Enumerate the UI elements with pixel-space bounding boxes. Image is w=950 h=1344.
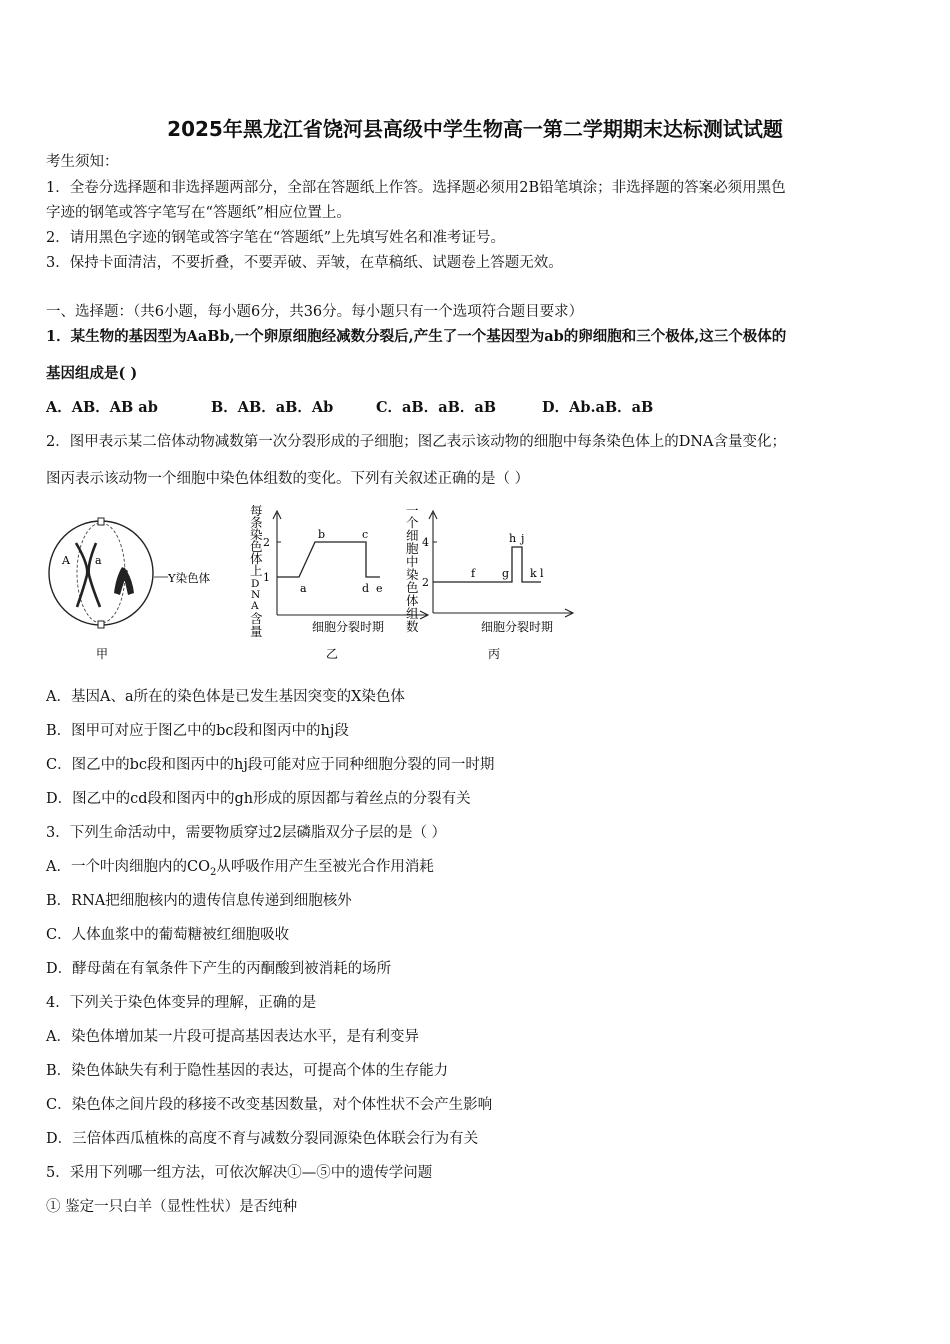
- bing-ylabel-6: 色: [406, 580, 419, 595]
- q3-option-a-subscript: 2: [209, 866, 217, 878]
- notice-item-1-line-1: 1．全卷分选择题和非选择题两部分，全部在答题纸上作答。选择题必须用2B铅笔填涂；非选择题的答案必须用黑色: [46, 180, 786, 196]
- bing-point-j: j: [521, 532, 525, 545]
- x-chromosome-arm-2: [89, 543, 100, 607]
- q2-stem-line-1: 2．图甲表示某二倍体动物减数第一次分裂形成的子细胞；图乙表示该动物的细胞中每条染色体上的DNA含量变化；: [46, 434, 787, 450]
- bing-ylabel-1: 个: [406, 515, 419, 530]
- q1-option-d[interactable]: D．Ab.aB．aB: [542, 399, 654, 416]
- q3-option-a-text: A．一个叶肉细胞内的CO: [46, 859, 210, 875]
- q3-option-b[interactable]: B．RNA把细胞核内的遗传信息传递到细胞核外: [46, 893, 352, 909]
- bing-ylabel-0: 一: [406, 505, 419, 518]
- yi-ylabel-5: 上: [250, 563, 263, 578]
- yi-point-c: c: [362, 528, 369, 541]
- q3-stem: 3．下列生命活动中，需要物质穿过2层磷脂双分子层的是（ ）: [46, 825, 447, 841]
- cell-membrane: [49, 521, 153, 625]
- x-chromosome-arm-1: [76, 543, 87, 607]
- bing-ylabel-7: 体: [406, 593, 419, 608]
- yi-ytick-1: 1: [263, 571, 270, 584]
- bing-ytick-2: 2: [422, 576, 429, 589]
- q2-figure-svg: [44, 505, 584, 667]
- q1-stem-line-2: 基因组成是( ): [46, 365, 138, 382]
- yi-ylabel-8: A: [251, 600, 259, 612]
- q4-option-c[interactable]: C．染色体之间片段的移接不改变基因数量，对个体性状不会产生影响: [46, 1097, 493, 1113]
- q3-option-a[interactable]: [46, 857, 434, 883]
- figure-jia: [49, 518, 211, 661]
- bing-ylabel-3: 胞: [406, 541, 419, 556]
- spindle: [77, 523, 125, 623]
- centriole-top: [98, 518, 104, 525]
- figure-yi: [250, 505, 428, 661]
- notice-item-3: 3．保持卡面清洁，不要折叠，不要弄破、弄皱，在草稿纸、试题卷上答题无效。: [46, 255, 563, 271]
- q4-option-d[interactable]: D．三倍体西瓜植株的高度不育与减数分裂同源染色体联会行为有关: [46, 1131, 479, 1147]
- yi-ylabel-6: D: [251, 578, 260, 590]
- q5-item-1: ① 鉴定一只白羊（显性性状）是否纯种: [46, 1199, 298, 1215]
- yi-ylabel-9: 含: [250, 611, 263, 626]
- bing-ytick-4: 4: [422, 536, 429, 549]
- bing-point-l: l: [540, 567, 544, 580]
- yi-ylabel-3: 色: [250, 539, 263, 554]
- q2-figures: [44, 505, 584, 667]
- q3-option-a-rest: 从呼吸作用产生至被光合作用消耗: [216, 859, 434, 875]
- notice-item-1-line-2: 字迹的钢笔或答字笔写在“答题纸”相应位置上。: [46, 205, 351, 221]
- section-heading: 一、选择题：（共6小题，每小题6分，共36分。每小题只有一个选项符合题目要求）: [46, 304, 584, 320]
- bing-ylabel-4: 中: [406, 554, 419, 569]
- q1-option-b[interactable]: B．AB．aB．Ab: [211, 399, 334, 416]
- notice-heading: 考生须知：: [46, 154, 119, 170]
- bing-point-f: f: [471, 567, 476, 580]
- q3-option-c[interactable]: C．人体血浆中的葡萄糖被红细胞吸收: [46, 927, 290, 943]
- y-chromosome-label: Y染色体: [168, 571, 211, 585]
- page-title: 2025年黑龙江省饶河县高级中学生物高一第二学期期末达标测试试题: [167, 117, 783, 141]
- notice-item-2: 2．请用黑色字迹的钢笔或答字笔在“答题纸”上先填写姓名和准考证号。: [46, 230, 506, 246]
- q1-option-c[interactable]: C．aB．aB．aB: [376, 399, 496, 416]
- yi-ylabel-2: 染: [250, 527, 263, 542]
- yi-ylabel-10: 量: [250, 624, 263, 639]
- yi-point-b: b: [318, 528, 326, 541]
- q2-stem-line-2: 图丙表示该动物一个细胞中染色体组数的变化。下列有关叙述正确的是（ ）: [46, 471, 530, 487]
- caption-bing: 丙: [488, 647, 501, 661]
- bing-ylabel-9: 数: [406, 619, 419, 634]
- yi-ylabel-4: 体: [250, 551, 263, 566]
- bing-ylabel-5: 染: [406, 567, 419, 582]
- bing-curve: [433, 547, 541, 582]
- q2-option-b[interactable]: B．图甲可对应于图乙中的bc段和图丙中的hj段: [46, 723, 349, 739]
- q1-stem-line-1: 1．某生物的基因型为AaBb,一个卵原细胞经减数分裂后,产生了一个基因型为ab的卵细胞和三个极体,这三个极体的: [46, 328, 787, 345]
- bing-point-h: h: [509, 532, 517, 545]
- gene-a-label: a: [95, 554, 102, 567]
- gene-A-label: A: [62, 554, 70, 567]
- q2-option-d[interactable]: D．图乙中的cd段和图丙中的gh形成的原因都与着丝点的分裂有关: [46, 791, 471, 807]
- figure-bing: [406, 505, 573, 661]
- q2-option-a[interactable]: A．基因A、a所在的染色体是已发生基因突变的X染色体: [46, 689, 405, 705]
- caption-yi: 乙: [326, 647, 339, 661]
- yi-point-d: d: [362, 582, 370, 595]
- bing-ylabel-2: 细: [406, 528, 419, 543]
- q5-stem: 5．采用下列哪一组方法，可依次解决①—⑤中的遗传学问题: [46, 1165, 433, 1181]
- yi-ytick-2: 2: [263, 536, 270, 549]
- bing-xlabel: 细胞分裂时期: [481, 620, 554, 634]
- yi-ylabel-7: N: [251, 589, 261, 601]
- bing-point-k: k: [530, 567, 537, 580]
- q4-stem: 4．下列关于染色体变异的理解，正确的是: [46, 995, 317, 1011]
- bing-ylabel-8: 组: [406, 606, 419, 621]
- q4-option-a[interactable]: A．染色体增加某一片段可提高基因表达水平，是有利变异: [46, 1029, 419, 1045]
- yi-point-e: e: [376, 582, 383, 595]
- yi-xlabel: 细胞分裂时期: [312, 620, 385, 634]
- q4-option-b[interactable]: B．染色体缺失有利于隐性基因的表达，可提高个体的生存能力: [46, 1063, 449, 1079]
- centriole-bottom: [98, 621, 104, 628]
- yi-ylabel-0: 每: [250, 505, 263, 518]
- yi-point-a: a: [300, 582, 307, 595]
- q2-option-c[interactable]: C．图乙中的bc段和图丙中的hj段可能对应于同种细胞分裂的同一时期: [46, 757, 495, 773]
- yi-curve: [277, 542, 380, 577]
- bing-point-g: g: [502, 567, 510, 580]
- yi-ylabel-1: 条: [250, 515, 263, 530]
- q1-option-a[interactable]: A．AB．AB ab: [46, 399, 158, 416]
- q3-option-d[interactable]: D．酵母菌在有氧条件下产生的丙酮酸到被消耗的场所: [46, 961, 392, 977]
- caption-jia: 甲: [96, 647, 109, 661]
